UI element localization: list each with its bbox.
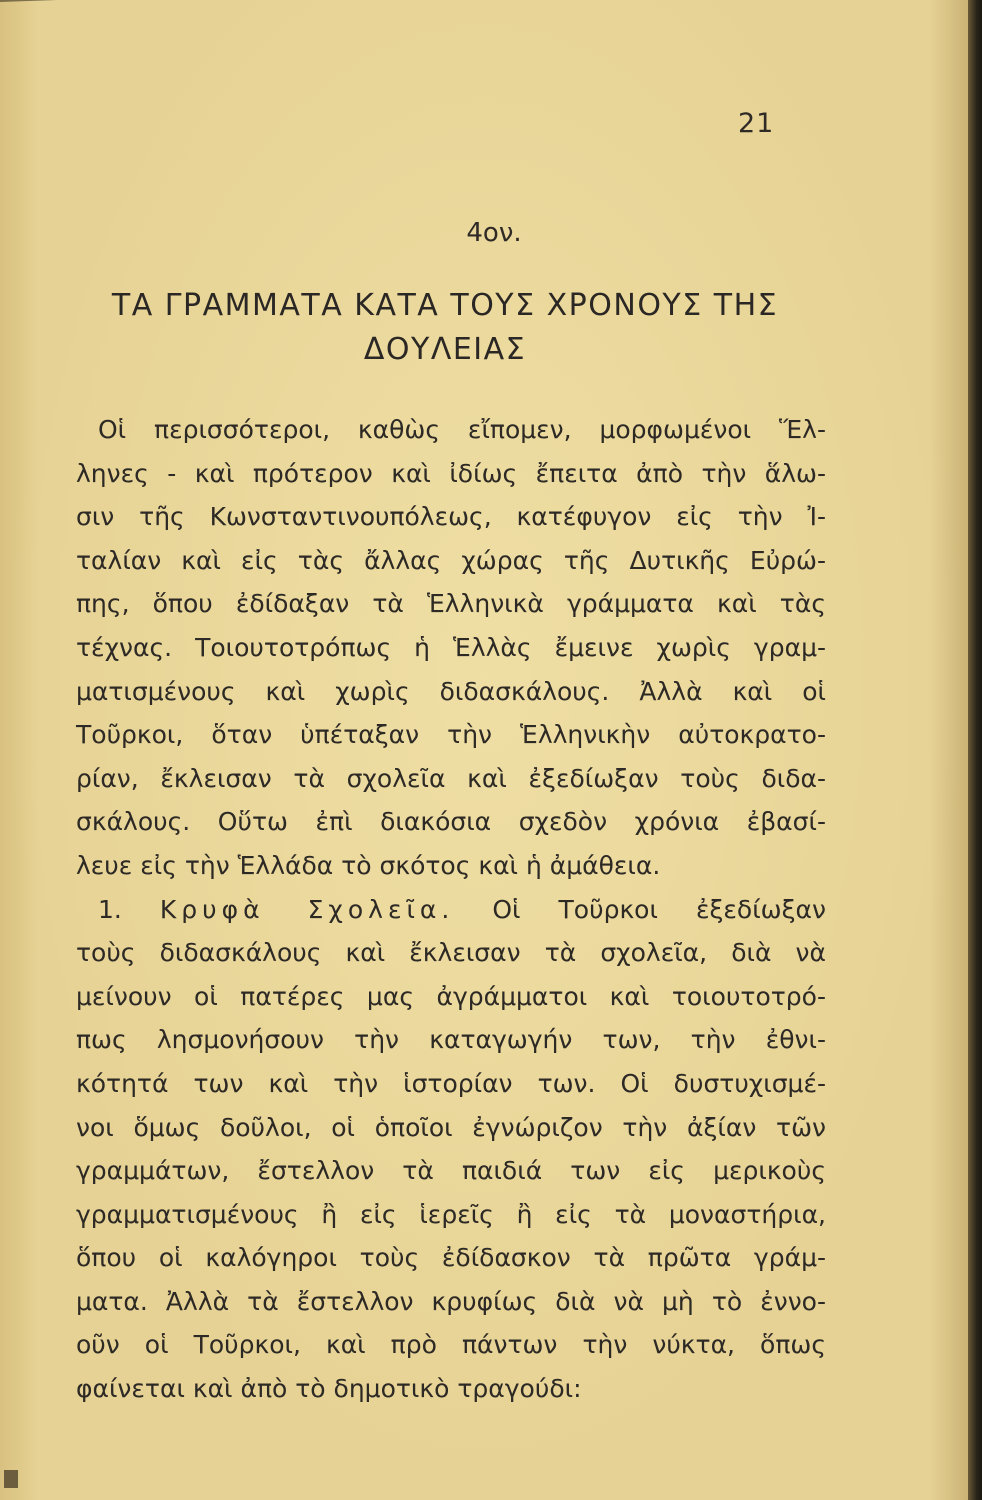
text-line: κότητά των καὶ τὴν ἱστορίαν των. Οἱ δυστυχισμέ-	[76, 1068, 826, 1098]
chapter-title-line-2: ΔΟΥΛΕΙΑΣ	[363, 332, 527, 367]
body-text	[76, 408, 826, 1411]
text-line: γραμματισμένους ἢ εἰς ἱερεῖς ἢ εἰς τὰ μοναστήρια,	[76, 1199, 826, 1229]
text-line: τοὺς διδασκάλους καὶ ἔκλεισαν τὰ σχολεῖα, διὰ νὰ	[76, 938, 826, 968]
page-edge-shadow	[968, 0, 982, 1500]
text-line: νοι ὅμως δοῦλοι, οἱ ὁποῖοι ἐγνώριζον τὴν ἀξίαν τῶν	[76, 1112, 826, 1142]
text-line: μείνουν οἱ πατέρες μας ἀγράμματοι καὶ τοιουτοτρό-	[76, 981, 826, 1011]
text-line: ληνες - καὶ πρότερον καὶ ἰδίως ἔπειτα ἀπὸ τὴν ἅλω-	[76, 458, 826, 488]
text-line: σιν τῆς Κωνσταντινουπόλεως, κατέφυγον εἰς τὴν Ἰ-	[76, 502, 826, 532]
text-line: Οἱ περισσότεροι, καθὼς εἴπομεν, μορφωμένοι Ἕλ-	[98, 415, 826, 444]
text-line: ρίαν, ἔκλεισαν τὰ σχολεῖα καὶ ἐξεδίωξαν τοὺς διδα-	[76, 763, 826, 793]
corner-stain	[4, 1470, 18, 1488]
page-number: 21	[738, 108, 775, 139]
section-heading: Κρυφὰ Σχολεῖα.	[159, 894, 455, 924]
text-line: γραμμάτων, ἔστελλον τὰ παιδιά των εἰς μερικοὺς	[76, 1156, 826, 1186]
text-line: πως λησμονήσουν τὴν καταγωγήν των, τὴν ἐθνι-	[76, 1025, 826, 1055]
section-first-line-rest: Οἱ Τοῦρκοι ἐξεδίωξαν	[492, 894, 826, 924]
corner-mark	[0, 0, 61, 16]
text-line: ματισμένους καὶ χωρὶς διδασκάλους. Ἀλλὰ καὶ οἱ	[76, 676, 826, 706]
section-number: 1.	[98, 894, 122, 924]
section-first-line	[76, 888, 826, 932]
chapter-number-text: 4ον.	[466, 218, 522, 248]
text-line: οῦν οἱ Τοῦρκοι, καὶ πρὸ πάντων τὴν νύκτα, ὅπως	[76, 1330, 826, 1360]
text-line: ταλίαν καὶ εἰς τὰς ἄλλας χώρας τῆς Δυτικῆς Εὐρώ-	[76, 545, 826, 575]
text-line: ματα. Ἀλλὰ τὰ ἔστελλον κρυφίως διὰ νὰ μὴ τὸ ἐννο-	[76, 1286, 826, 1316]
text-line: τέχνας. Τοιουτοτρόπως ἡ Ἑλλὰς ἔμεινε χωρὶς γραμ-	[76, 632, 826, 662]
chapter-number	[0, 218, 968, 248]
chapter-title-line-1: ΤΑ ΓΡΑΜΜΑΤΑ ΚΑΤΑ ΤΟΥΣ ΧΡΟΝΟΥΣ ΤΗΣ	[111, 288, 779, 323]
text-line: σκάλους. Οὕτω ἐπὶ διακόσια σχεδὸν χρόνια ἐβασί-	[76, 807, 826, 837]
text-line: Τοῦρκοι, ὅταν ὑπέταξαν τὴν Ἑλληνικὴν αὐτοκρατο-	[76, 720, 826, 750]
text-line: πης, ὅπου ἐδίδαξαν τὰ Ἑλληνικὰ γράμματα καὶ τὰς	[76, 589, 826, 619]
text-line: φαίνεται καὶ ἀπὸ τὸ δημοτικὸ τραγούδι:	[76, 1374, 582, 1404]
text-line: ὅπου οἱ καλόγηροι τοὺς ἐδίδασκον τὰ πρῶτα γράμ-	[76, 1243, 826, 1273]
text-line: λευε εἰς τὴν Ἑλλάδα τὸ σκότος καὶ ἡ ἀμάθεια.	[76, 850, 661, 880]
